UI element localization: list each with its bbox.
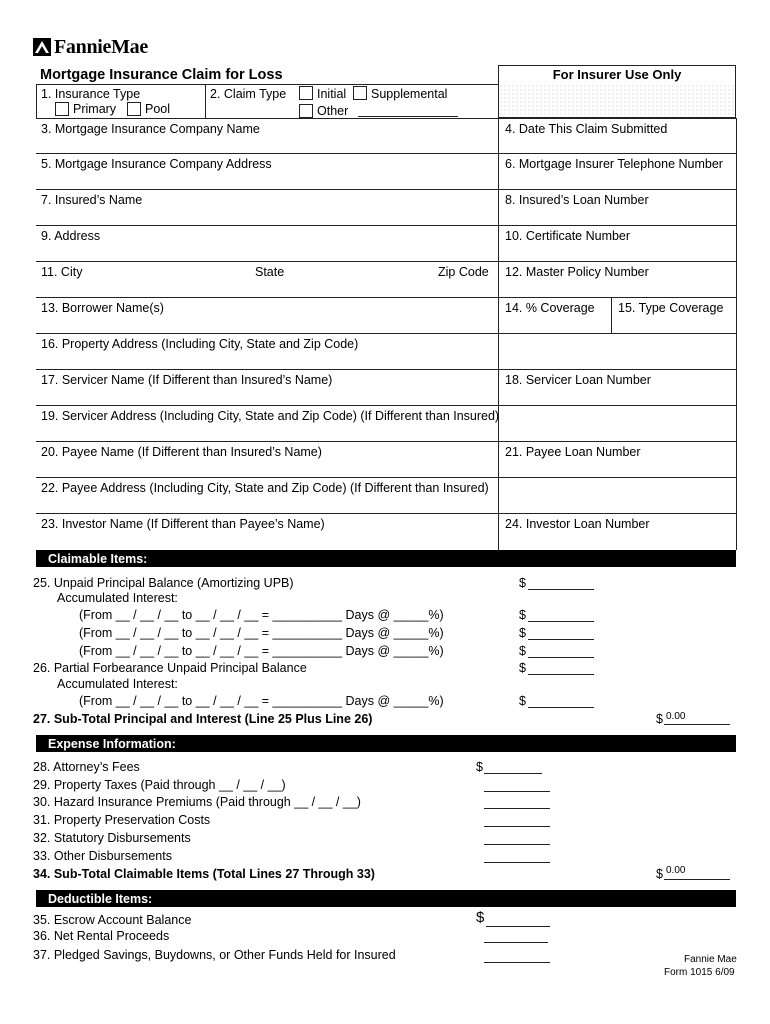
primary-checkbox[interactable] bbox=[55, 102, 69, 116]
insurance-type-label: 1. Insurance Type bbox=[41, 87, 141, 101]
line-35-label: 35. Escrow Account Balance bbox=[33, 913, 192, 927]
line-30-amount[interactable] bbox=[484, 808, 550, 809]
field-14-label: 14. % Coverage bbox=[505, 301, 595, 315]
line-26-label: 26. Partial Forbearance Unpaid Principal Balance bbox=[33, 661, 307, 675]
initial-label: Initial bbox=[317, 87, 347, 101]
supplemental-checkbox[interactable] bbox=[353, 86, 367, 100]
line-35-dollar: $ bbox=[476, 909, 485, 926]
other-field[interactable] bbox=[358, 116, 458, 117]
primary-label: Primary bbox=[73, 102, 117, 116]
line-30-label: 30. Hazard Insurance Premiums (Paid through __ / __ / __) bbox=[33, 795, 361, 809]
interest-1-dollar: $ bbox=[519, 608, 526, 622]
line-31-label: 31. Property Preservation Costs bbox=[33, 813, 211, 827]
line-32-label: 32. Statutory Disbursements bbox=[33, 831, 191, 845]
line-37-label: 37. Pledged Savings, Buydowns, or Other Funds Held for Insured bbox=[33, 948, 396, 962]
fannie-mae-logo: FannieMae bbox=[54, 36, 148, 58]
supplemental-label: Supplemental bbox=[371, 87, 448, 101]
footer-form-number: Form 1015 6/09 bbox=[664, 967, 735, 978]
field-20-label: 20. Payee Name (If Different than Insured’s Name) bbox=[41, 445, 322, 459]
line-25-label: 25. Unpaid Principal Balance (Amortizing UPB) bbox=[33, 576, 294, 590]
field-8-label: 8. Insured’s Loan Number bbox=[505, 193, 649, 207]
fannie-mae-logo-icon bbox=[33, 38, 51, 56]
line-29-amount[interactable] bbox=[484, 791, 550, 792]
line-34-dollar: $ bbox=[656, 867, 663, 881]
interest-3-dollar: $ bbox=[519, 644, 526, 658]
line-33-amount[interactable] bbox=[484, 862, 550, 863]
line-29-label: 29. Property Taxes (Paid through __ / __ / __) bbox=[33, 778, 286, 792]
line-27-amount[interactable] bbox=[664, 724, 730, 725]
line-26-amount[interactable] bbox=[528, 674, 594, 675]
interest-4-dollar: $ bbox=[519, 694, 526, 708]
other-checkbox[interactable] bbox=[299, 104, 313, 118]
accrued-interest-label-2: Accumulated Interest: bbox=[57, 677, 178, 691]
line-36-amount[interactable] bbox=[484, 942, 548, 943]
field-21-label: 21. Payee Loan Number bbox=[505, 445, 641, 459]
line-27-label: 27. Sub-Total Principal and Interest (Line 25 Plus Line 26) bbox=[33, 712, 373, 726]
interest-line-4: (From __ / __ / __ to __ / __ / __ = __________ Days @ _____%) bbox=[79, 694, 444, 708]
interest-4-amount[interactable] bbox=[528, 707, 594, 708]
deductible-items-header: Deductible Items: bbox=[36, 890, 736, 907]
line-34-value: 0.00 bbox=[666, 865, 686, 876]
accrued-interest-label-1: Accumulated Interest: bbox=[57, 591, 178, 605]
line-34-label: 34. Sub-Total Claimable Items (Total Lines 27 Through 33) bbox=[33, 867, 375, 881]
line-35-amount[interactable] bbox=[486, 926, 550, 927]
field-16-label: 16. Property Address (Including City, State and Zip Code) bbox=[41, 337, 359, 351]
interest-line-3: (From __ / __ / __ to __ / __ / __ = __________ Days @ _____%) bbox=[79, 644, 444, 658]
insurer-use-box bbox=[498, 65, 736, 118]
field-15-label: 15. Type Coverage bbox=[618, 301, 724, 315]
line-36-label: 36. Net Rental Proceeds bbox=[33, 929, 170, 943]
field-23-label: 23. Investor Name (If Different than Payee’s Name) bbox=[41, 517, 325, 531]
field-24-label: 24. Investor Loan Number bbox=[505, 517, 650, 531]
initial-checkbox[interactable] bbox=[299, 86, 313, 100]
field-17-label: 17. Servicer Name (If Different than Insured’s Name) bbox=[41, 373, 333, 387]
claimable-items-header: Claimable Items: bbox=[36, 550, 736, 567]
state-label: State bbox=[255, 265, 285, 279]
field-5-label: 5. Mortgage Insurance Company Address bbox=[41, 157, 272, 171]
form-title: Mortgage Insurance Claim for Loss bbox=[40, 67, 283, 83]
field-19-label: 19. Servicer Address (Including City, State and Zip Code) (If Different than Insured) bbox=[41, 409, 500, 423]
pool-checkbox[interactable] bbox=[127, 102, 141, 116]
line-33-label: 33. Other Disbursements bbox=[33, 849, 172, 863]
field-22-label: 22. Payee Address (Including City, State and Zip Code) (If Different than Insured) bbox=[41, 481, 489, 495]
footer-org: Fannie Mae bbox=[684, 954, 737, 965]
line-28-amount[interactable] bbox=[484, 773, 542, 774]
line-28-label: 28. Attorney’s Fees bbox=[33, 760, 140, 774]
line-31-amount[interactable] bbox=[484, 826, 550, 827]
field-6-label: 6. Mortgage Insurer Telephone Number bbox=[505, 157, 723, 171]
claim-type-label: 2. Claim Type bbox=[210, 87, 287, 101]
expense-information-header: Expense Information: bbox=[36, 735, 736, 752]
interest-2-amount[interactable] bbox=[528, 639, 594, 640]
field-18-label: 18. Servicer Loan Number bbox=[505, 373, 651, 387]
zip-label: Zip Code bbox=[438, 265, 489, 279]
field-7-label: 7. Insured’s Name bbox=[41, 193, 143, 207]
interest-line-1: (From __ / __ / __ to __ / __ / __ = __________ Days @ _____%) bbox=[79, 608, 444, 622]
pool-label: Pool bbox=[145, 102, 171, 116]
line-27-value: 0.00 bbox=[666, 711, 686, 722]
field-13-label: 13. Borrower Name(s) bbox=[41, 301, 164, 315]
field-11-label: 11. City bbox=[41, 265, 83, 279]
line-27-dollar: $ bbox=[656, 712, 663, 726]
interest-1-amount[interactable] bbox=[528, 621, 594, 622]
line-37-amount[interactable] bbox=[484, 962, 550, 963]
insurer-use-heading: For Insurer Use Only bbox=[499, 66, 735, 84]
field-4-label: 4. Date This Claim Submitted bbox=[505, 122, 668, 136]
line-25-amount[interactable] bbox=[528, 589, 594, 590]
field-9-label: 9. Address bbox=[41, 229, 101, 243]
line-25-dollar: $ bbox=[519, 576, 526, 590]
line-34-amount[interactable] bbox=[664, 879, 730, 880]
field-3-label: 3. Mortgage Insurance Company Name bbox=[41, 122, 260, 136]
line-26-dollar: $ bbox=[519, 661, 526, 675]
interest-line-2: (From __ / __ / __ to __ / __ / __ = __________ Days @ _____%) bbox=[79, 626, 444, 640]
interest-3-amount[interactable] bbox=[528, 657, 594, 658]
field-12-label: 12. Master Policy Number bbox=[505, 265, 649, 279]
line-28-dollar: $ bbox=[476, 760, 483, 774]
interest-2-dollar: $ bbox=[519, 626, 526, 640]
line-32-amount[interactable] bbox=[484, 844, 550, 845]
field-10-label: 10. Certificate Number bbox=[505, 229, 631, 243]
other-label: Other bbox=[317, 104, 349, 118]
